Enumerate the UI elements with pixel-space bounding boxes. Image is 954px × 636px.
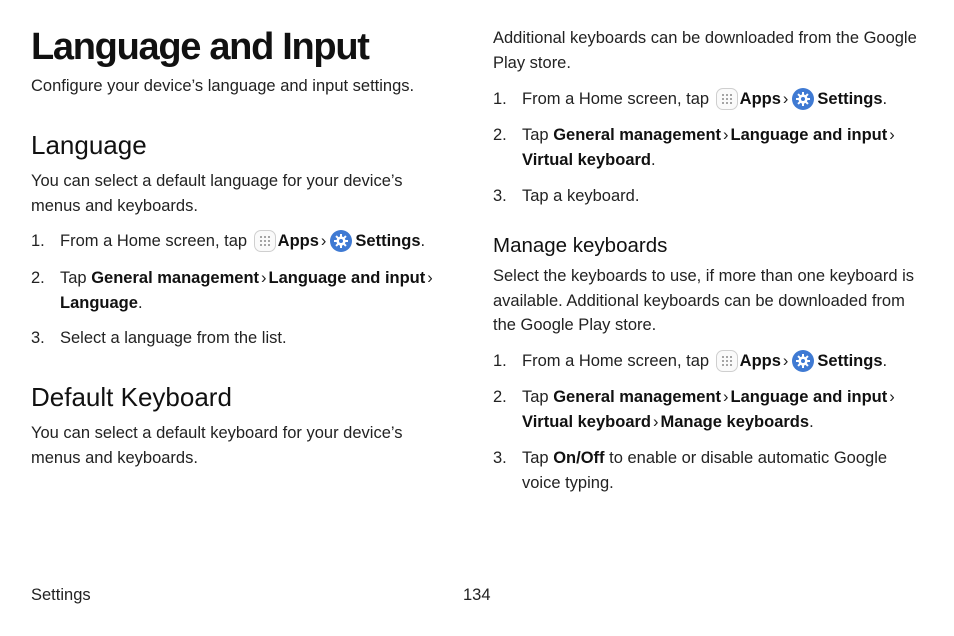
step-text: From a Home screen, tap <box>522 352 710 370</box>
step-number: 2. <box>31 269 45 287</box>
additional-keyboards-body: Additional keyboards can be downloaded from the Google Play store. <box>493 29 917 72</box>
menu-language-and-input: Language and input <box>268 269 426 287</box>
menu-language-and-input: Language and input <box>730 388 888 406</box>
menu-manage-keyboards: Manage keyboards <box>660 412 810 431</box>
settings-gear-icon <box>792 350 814 372</box>
manage-keyboards-heading: Manage keyboards <box>493 234 668 257</box>
apps-icon <box>716 88 738 110</box>
chevron-right-icon: › <box>261 269 267 287</box>
footer-page-number: 134 <box>463 586 491 604</box>
step-number: 1. <box>493 352 507 370</box>
manage-step-1 <box>493 349 923 374</box>
punctuation: . <box>809 412 814 431</box>
chevron-right-icon: › <box>320 232 327 250</box>
step-number: 3. <box>493 187 507 205</box>
step-text: Tap <box>522 126 549 144</box>
page-title: Language and Input <box>31 26 369 68</box>
settings-label: Settings <box>817 352 883 370</box>
step-number: 3. <box>31 329 45 347</box>
punctuation: . <box>882 90 888 108</box>
settings-label: Settings <box>355 232 421 250</box>
step-number: 2. <box>493 388 507 406</box>
step-text: Tap a keyboard. <box>522 187 640 205</box>
chevron-right-icon: › <box>889 388 895 406</box>
chevron-right-icon: › <box>889 126 895 144</box>
apps-label: Apps <box>277 232 319 250</box>
step-text: Select a language from the list. <box>60 329 287 347</box>
step-text: Tap <box>522 449 549 467</box>
step-number: 1. <box>31 232 45 250</box>
punctuation: . <box>137 293 143 312</box>
default-keyboard-body: You can select a default keyboard for your device’s menus and keyboards. <box>31 424 403 467</box>
punctuation: . <box>882 352 888 370</box>
step-text: Tap <box>60 269 87 287</box>
page-intro: Configure your device’s language and input settings. <box>31 77 415 95</box>
apps-icon <box>716 350 738 372</box>
step-number: 2. <box>493 126 507 144</box>
step-text: From a Home screen, tap <box>60 232 248 250</box>
step-text: Tap <box>522 388 549 406</box>
additional-step-1 <box>493 87 923 112</box>
step-number: 1. <box>493 90 507 108</box>
chevron-right-icon: › <box>723 126 729 144</box>
option-on-off: On/Off <box>553 449 605 467</box>
menu-general-management: General management <box>553 126 722 144</box>
apps-label: Apps <box>739 90 781 108</box>
additional-step-3 <box>493 184 923 209</box>
language-heading: Language <box>31 130 147 160</box>
punctuation: . <box>651 150 656 169</box>
apps-icon <box>254 230 276 252</box>
menu-virtual-keyboard: Virtual keyboard <box>522 150 651 169</box>
chevron-right-icon: › <box>653 412 659 431</box>
language-body: You can select a default language for your device’s menus and keyboards. <box>31 172 403 215</box>
step-text: From a Home screen, tap <box>522 90 710 108</box>
settings-gear-icon <box>792 88 814 110</box>
menu-language-and-input: Language and input <box>730 126 888 144</box>
language-step-1 <box>31 229 456 254</box>
manage-keyboards-body: Select the keyboards to use, if more than one keyboard is available. Additional keyboards can be downloaded from the Google Play store. <box>493 267 914 334</box>
menu-general-management: General management <box>553 388 722 406</box>
menu-general-management: General management <box>91 269 260 287</box>
chevron-right-icon: › <box>723 388 729 406</box>
manage-step-2 <box>493 385 923 434</box>
language-step-2 <box>31 266 456 315</box>
settings-label: Settings <box>817 90 883 108</box>
menu-language: Language <box>60 293 138 312</box>
manage-step-3 <box>493 446 923 495</box>
menu-virtual-keyboard: Virtual keyboard <box>522 412 651 431</box>
default-keyboard-heading: Default Keyboard <box>31 382 232 412</box>
settings-gear-icon <box>330 230 352 252</box>
footer-section-name: Settings <box>31 586 91 604</box>
apps-label: Apps <box>739 352 781 370</box>
chevron-right-icon: › <box>782 352 789 370</box>
chevron-right-icon: › <box>427 269 433 287</box>
step-text: to enable or disable automatic Google voice typing. <box>522 449 888 492</box>
punctuation: . <box>420 232 426 250</box>
chevron-right-icon: › <box>782 90 789 108</box>
additional-step-2 <box>493 123 923 172</box>
language-step-3 <box>31 326 456 351</box>
step-number: 3. <box>493 449 507 467</box>
